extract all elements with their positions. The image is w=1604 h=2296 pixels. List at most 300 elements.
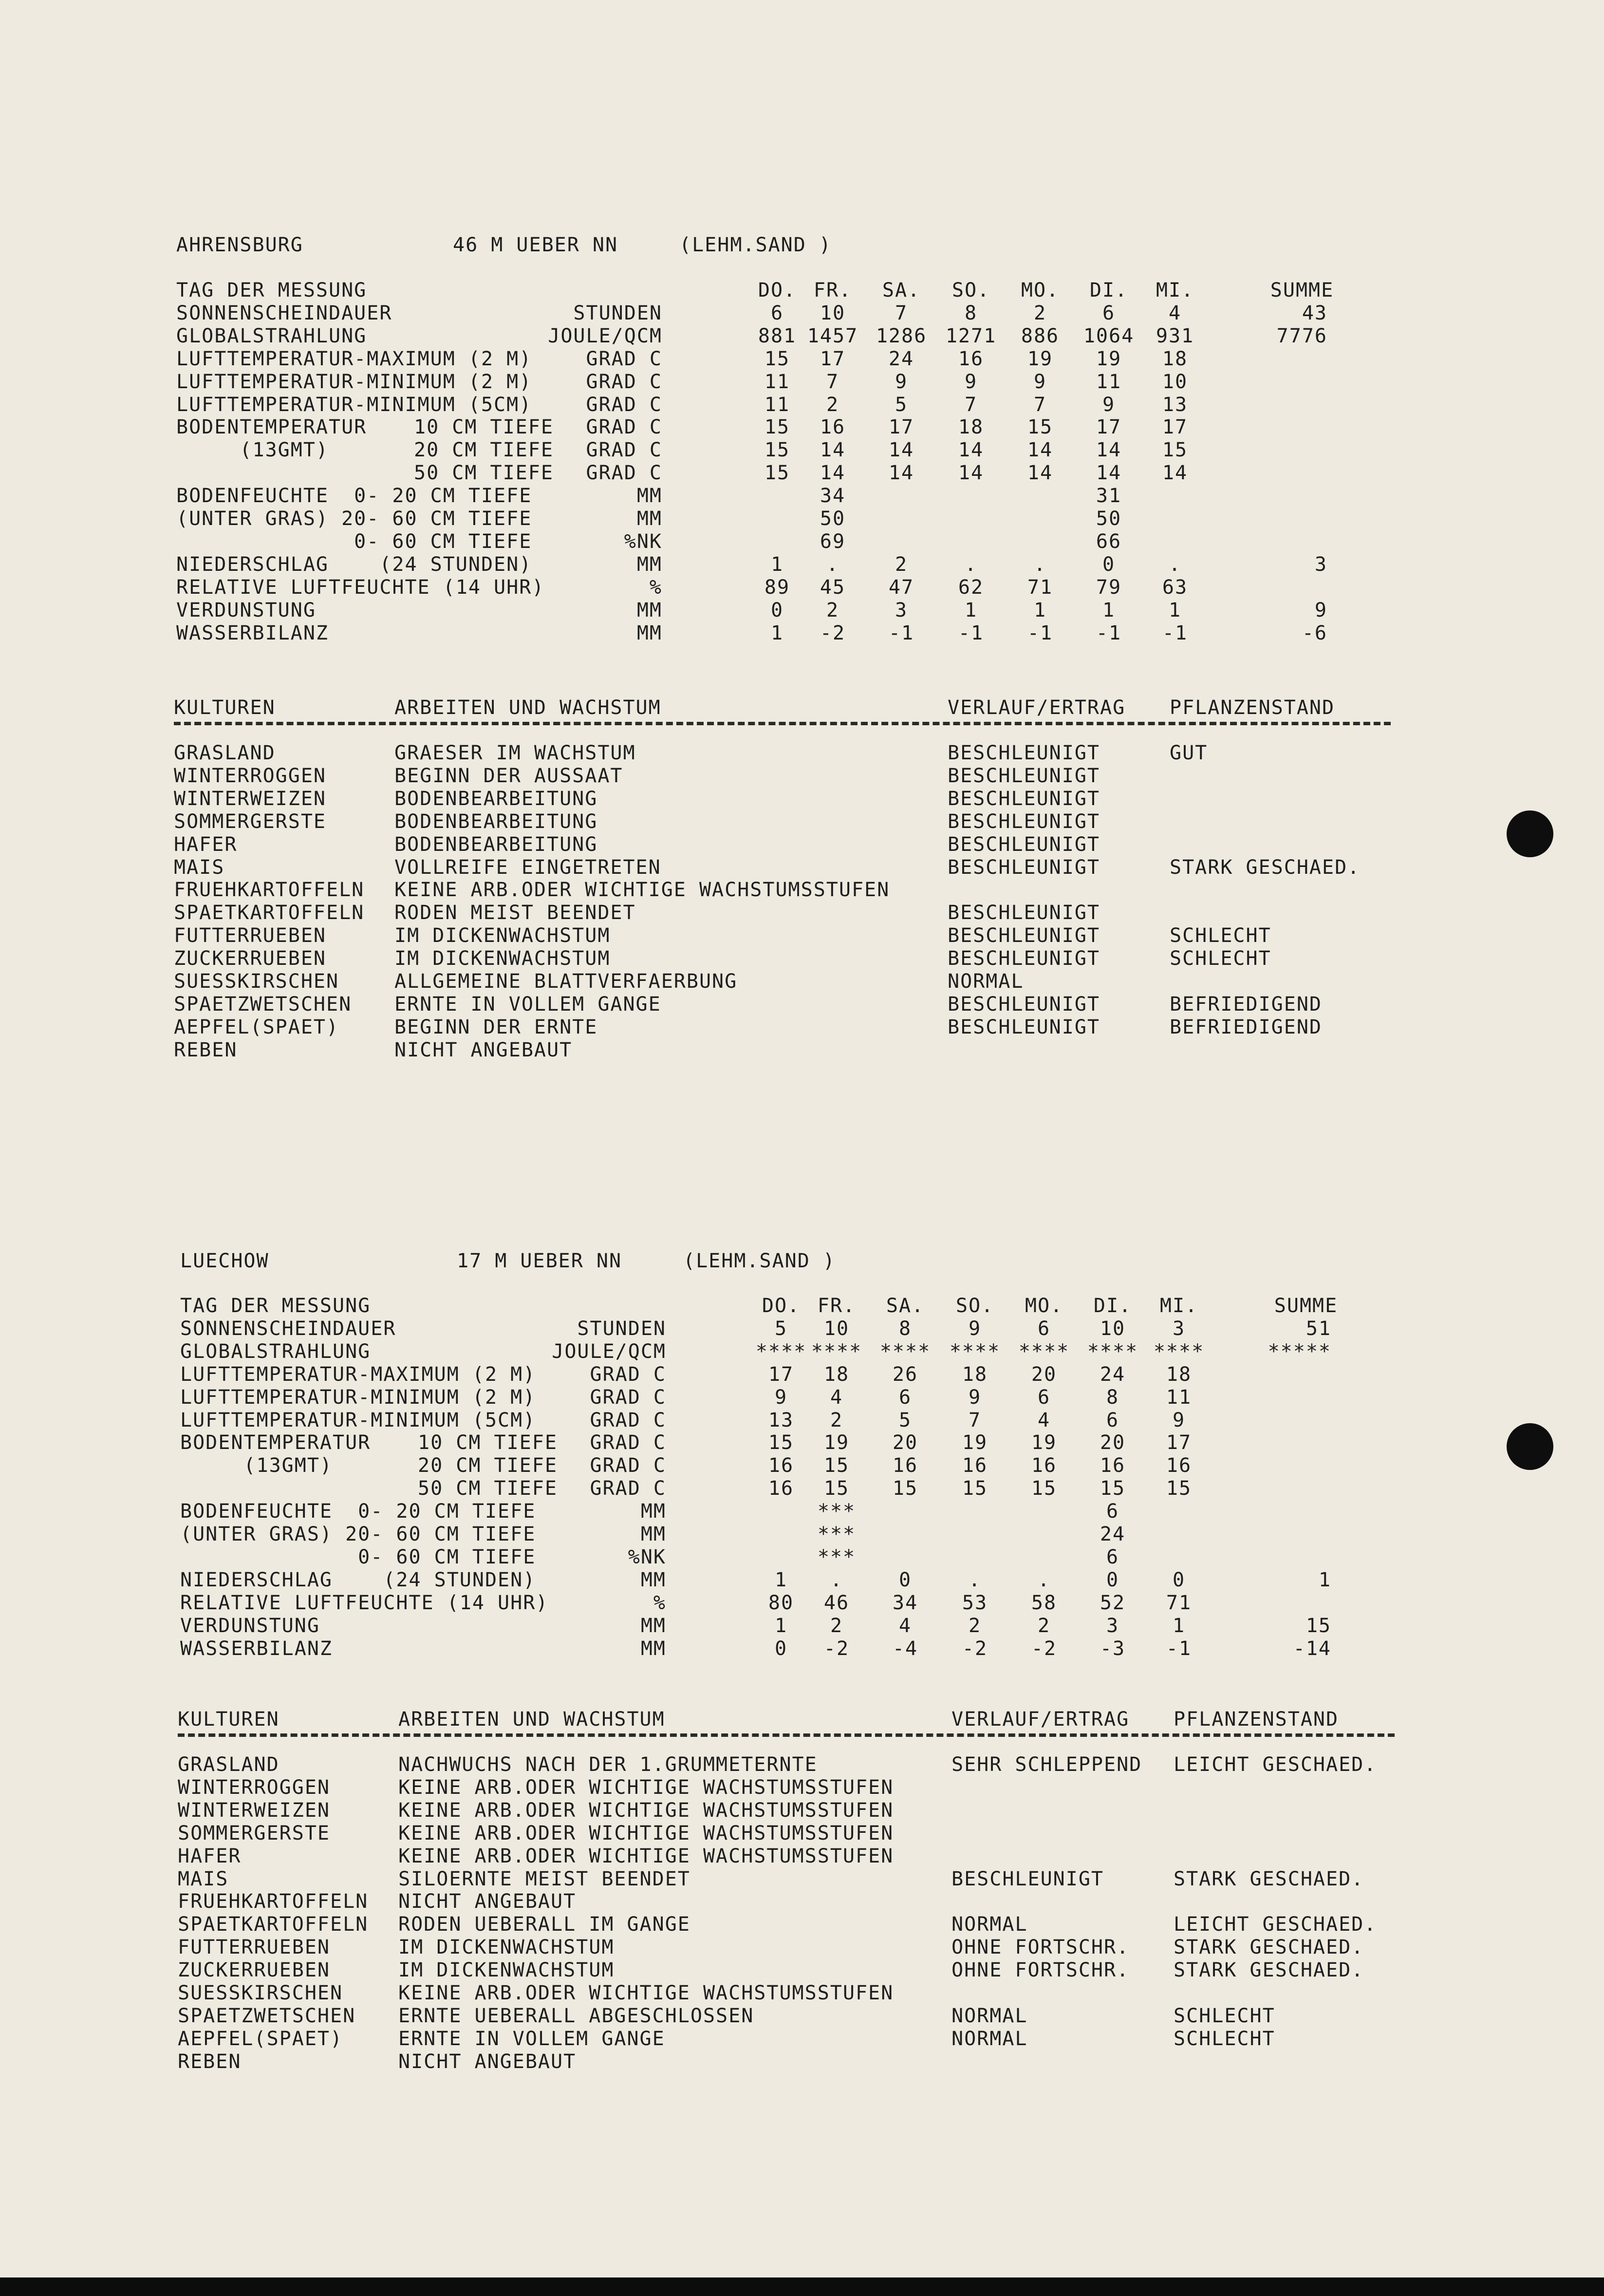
crop-activity: BODENBEARBEITUNG — [394, 787, 598, 810]
table-cell: 15 — [1162, 439, 1188, 462]
table-cell: . — [1168, 553, 1182, 576]
crop-progress: BESCHLEUNIGT — [948, 993, 1100, 1016]
crop-progress: NORMAL — [951, 2004, 1028, 2027]
table-cell: 4 — [830, 1386, 843, 1409]
crop-name: FRUEHKARTOFFELN — [174, 879, 365, 902]
crop-activity: BEGINN DER ERNTE — [394, 1016, 598, 1038]
row-unit: GRAD C — [586, 393, 662, 416]
table-cell: 3 — [895, 599, 908, 621]
crop-name: FRUEHKARTOFFELN — [178, 1890, 369, 1913]
table-cell: 4 — [898, 1614, 912, 1637]
crop-activity: NICHT ANGEBAUT — [398, 1890, 577, 1913]
station-soil: (LEHM.SAND ) — [679, 234, 832, 256]
day-header: MO. — [1021, 279, 1060, 301]
row-unit: GRAD C — [590, 1386, 666, 1409]
row-depth: 50 CM TIEFE — [418, 1477, 558, 1500]
table-cell: 1 — [774, 1614, 788, 1637]
table-cell: -2 — [820, 621, 846, 644]
table-cell: 16 — [962, 1454, 988, 1477]
table-cell: 46 — [823, 1591, 850, 1614]
table-cell: 17 — [1166, 1431, 1192, 1454]
table-cell: 9 — [1102, 393, 1116, 416]
table-cell: 14 — [888, 439, 914, 462]
table-cell: 19 — [1031, 1431, 1057, 1454]
crop-name: SPAETZWETSCHEN — [174, 993, 352, 1016]
row-label: 0- 60 CM TIEFE — [180, 1545, 536, 1568]
row-label: LUFTTEMPERATUR-MINIMUM (2 M) — [176, 370, 532, 393]
table-cell: . — [830, 1568, 843, 1591]
row-label: LUFTTEMPERATUR-MAXIMUM (2 M) — [180, 1363, 536, 1386]
crop-name: MAIS — [174, 856, 225, 879]
crop-progress: BESCHLEUNIGT — [948, 856, 1100, 879]
table-cell: -1 — [1096, 621, 1122, 644]
row-unit: GRAD C — [586, 462, 662, 485]
table-cell: 16 — [820, 416, 846, 439]
table-cell: 20 — [1100, 1431, 1126, 1454]
crops-header-verlauf: VERLAUF/ERTRAG — [951, 1708, 1130, 1731]
row-label: NIEDERSCHLAG (24 STUNDEN) — [180, 1568, 536, 1591]
table-cell: 15 — [1027, 416, 1053, 439]
table-cell: 15 — [764, 347, 790, 370]
sum-cell: 1 — [1318, 1568, 1331, 1591]
crop-progress: BESCHLEUNIGT — [948, 810, 1100, 833]
crop-progress: OHNE FORTSCHR. — [951, 1959, 1130, 1982]
table-cell: 3 — [1172, 1317, 1186, 1340]
table-cell: 1271 — [945, 324, 997, 347]
crop-progress: BESCHLEUNIGT — [948, 1016, 1100, 1038]
station-altitude: 46 M UEBER NN — [453, 234, 618, 256]
table-cell: 1 — [1168, 599, 1182, 621]
row-label: WASSERBILANZ — [180, 1637, 333, 1660]
row-unit: MM — [636, 553, 662, 576]
table-cell: 62 — [958, 576, 984, 599]
table-cell: 931 — [1156, 324, 1194, 347]
table-cell: 9 — [774, 1386, 788, 1409]
crop-name: SPAETZWETSCHEN — [178, 2004, 356, 2027]
table-cell: **** — [811, 1340, 862, 1363]
table-cell: 19 — [823, 1431, 850, 1454]
row-unit: MM — [640, 1568, 666, 1591]
table-cell: 4 — [1168, 301, 1182, 324]
crop-progress: BESCHLEUNIGT — [948, 924, 1100, 947]
row-unit: GRAD C — [590, 1409, 666, 1431]
crop-name: AEPFEL(SPAET) — [174, 1016, 339, 1038]
day-header: MI. — [1159, 1295, 1198, 1317]
station-soil: (LEHM.SAND ) — [683, 1250, 836, 1272]
sum-cell: 51 — [1306, 1317, 1331, 1340]
row-unit: GRAD C — [590, 1454, 666, 1477]
row-depth: 10 CM TIEFE — [414, 416, 554, 439]
table-cell: . — [1037, 1568, 1051, 1591]
table-cell: 15 — [768, 1431, 794, 1454]
sum-header: SUMME — [1274, 1295, 1338, 1317]
row-unit: STUNDEN — [577, 1317, 666, 1340]
scan-edge — [0, 2277, 1604, 2296]
table-cell: 31 — [1096, 485, 1122, 508]
crop-progress: NORMAL — [951, 1913, 1028, 1936]
sum-cell: -6 — [1302, 621, 1327, 644]
row-label: BODENTEMPERATUR — [180, 1431, 371, 1454]
row-unit: STUNDEN — [573, 301, 662, 324]
crop-name: SUESSKIRSCHEN — [178, 1982, 343, 2004]
table-cell: 16 — [958, 347, 984, 370]
table-cell: 20 — [1031, 1363, 1057, 1386]
table-cell: . — [826, 553, 839, 576]
table-cell: 69 — [820, 530, 846, 553]
table-cell: 11 — [1096, 370, 1122, 393]
table-cell: 6 — [1106, 1545, 1119, 1568]
table-cell: 63 — [1162, 576, 1188, 599]
crop-condition: BEFRIEDIGEND — [1170, 1016, 1322, 1038]
crop-activity: KEINE ARB.ODER WICHTIGE WACHSTUMSSTUFEN — [398, 1822, 894, 1844]
row-unit: GRAD C — [586, 416, 662, 439]
crop-name: MAIS — [178, 1867, 229, 1890]
table-cell: -3 — [1100, 1637, 1126, 1660]
table-cell: -1 — [888, 621, 914, 644]
table-cell: 7 — [968, 1409, 982, 1431]
table-cell: 14 — [1027, 462, 1053, 485]
table-cell: 9 — [968, 1386, 982, 1409]
table-cell: -4 — [892, 1637, 918, 1660]
day-header: SA. — [882, 279, 921, 301]
table-cell: 4 — [1037, 1409, 1051, 1431]
table-cell: 2 — [830, 1614, 843, 1637]
station-name: AHRENSBURG — [176, 234, 303, 256]
table-cell: 3 — [1106, 1614, 1119, 1637]
table-cell: 14 — [1027, 439, 1053, 462]
crops-header-pflanzenstand: PFLANZENSTAND — [1174, 1708, 1339, 1731]
table-cell: 47 — [888, 576, 914, 599]
crop-activity: NACHWUCHS NACH DER 1.GRUMMETERNTE — [398, 1753, 818, 1776]
table-cell: -2 — [1031, 1637, 1057, 1660]
crop-condition: BEFRIEDIGEND — [1170, 993, 1322, 1016]
row-unit: MM — [636, 599, 662, 621]
table-cell: 9 — [895, 370, 908, 393]
row-label: TAG DER MESSUNG — [180, 1295, 371, 1317]
table-cell: 1 — [774, 1568, 788, 1591]
table-cell: *** — [817, 1523, 856, 1545]
table-cell: 19 — [1096, 347, 1122, 370]
table-cell: 79 — [1096, 576, 1122, 599]
table-cell: 18 — [962, 1363, 988, 1386]
table-cell: 11 — [764, 370, 790, 393]
crop-activity: IM DICKENWACHSTUM — [398, 1959, 615, 1982]
table-cell: 50 — [1096, 508, 1122, 530]
table-cell: 20 — [892, 1431, 918, 1454]
sum-cell: 9 — [1314, 599, 1327, 621]
crop-condition: STARK GESCHAED. — [1170, 856, 1361, 879]
crops-header-pflanzenstand: PFLANZENSTAND — [1170, 696, 1335, 719]
row-label: BODENTEMPERATUR — [176, 416, 367, 439]
dashed-rule — [178, 1733, 1395, 1737]
table-cell: 9 — [1172, 1409, 1186, 1431]
row-unit: %NK — [624, 530, 662, 553]
table-cell: 2 — [968, 1614, 982, 1637]
table-cell: 6 — [1106, 1409, 1119, 1431]
crop-progress: BESCHLEUNIGT — [951, 1867, 1104, 1890]
table-cell: **** — [879, 1340, 931, 1363]
table-cell: 15 — [764, 416, 790, 439]
table-cell: **** — [1087, 1340, 1138, 1363]
table-cell: 6 — [898, 1386, 912, 1409]
day-header: SO. — [951, 279, 990, 301]
day-header: DO. — [762, 1295, 801, 1317]
crop-progress: BESCHLEUNIGT — [948, 764, 1100, 787]
table-cell: **** — [1018, 1340, 1070, 1363]
crop-activity: IM DICKENWACHSTUM — [394, 947, 611, 970]
table-cell: 2 — [1033, 301, 1047, 324]
row-depth: 50 CM TIEFE — [414, 462, 554, 485]
table-cell: 886 — [1021, 324, 1060, 347]
row-unit: MM — [640, 1500, 666, 1523]
table-cell: 66 — [1096, 530, 1122, 553]
table-cell: 14 — [820, 462, 846, 485]
table-cell: 71 — [1027, 576, 1053, 599]
table-cell: -1 — [958, 621, 984, 644]
crop-condition: STARK GESCHAED. — [1174, 1936, 1364, 1959]
table-cell: . — [968, 1568, 982, 1591]
table-cell: 89 — [764, 576, 790, 599]
crop-progress: BESCHLEUNIGT — [948, 833, 1100, 856]
table-cell: 2 — [895, 553, 908, 576]
row-unit: MM — [636, 485, 662, 508]
crop-condition: LEICHT GESCHAED. — [1174, 1753, 1377, 1776]
sum-cell: 43 — [1302, 301, 1327, 324]
table-cell: 10 — [1100, 1317, 1126, 1340]
crop-condition: LEICHT GESCHAED. — [1174, 1913, 1377, 1936]
table-cell: 6 — [1102, 301, 1116, 324]
crop-name: HAFER — [174, 833, 238, 856]
row-label: LUFTTEMPERATUR-MINIMUM (2 M) — [180, 1386, 536, 1409]
table-cell: -2 — [823, 1637, 850, 1660]
row-unit: MM — [640, 1523, 666, 1545]
crop-progress: SEHR SCHLEPPEND — [951, 1753, 1142, 1776]
table-cell: 16 — [1100, 1454, 1126, 1477]
table-cell: 16 — [1031, 1454, 1057, 1477]
row-unit: GRAD C — [590, 1477, 666, 1500]
crop-progress: BESCHLEUNIGT — [948, 742, 1100, 764]
table-cell: 14 — [1096, 462, 1122, 485]
crop-activity: VOLLREIFE EINGETRETEN — [394, 856, 661, 879]
crop-name: REBEN — [178, 2050, 242, 2073]
row-label: VERDUNSTUNG — [176, 599, 316, 621]
table-cell: 16 — [768, 1454, 794, 1477]
crop-activity: BEGINN DER AUSSAAT — [394, 764, 623, 787]
crop-name: FUTTERRUEBEN — [174, 924, 326, 947]
table-cell: 14 — [958, 439, 984, 462]
table-cell: 18 — [823, 1363, 850, 1386]
crop-activity: ERNTE IN VOLLEM GANGE — [398, 2027, 665, 2050]
row-depth: 20 CM TIEFE — [418, 1454, 558, 1477]
table-cell: 24 — [1100, 1523, 1126, 1545]
table-cell: 8 — [1106, 1386, 1119, 1409]
table-cell: -1 — [1027, 621, 1053, 644]
row-label: WASSERBILANZ — [176, 621, 329, 644]
crop-activity: NICHT ANGEBAUT — [398, 2050, 577, 2073]
table-cell: 1 — [1102, 599, 1116, 621]
table-cell: 19 — [1027, 347, 1053, 370]
crop-condition: SCHLECHT — [1174, 2027, 1275, 2050]
table-cell: 15 — [764, 439, 790, 462]
crop-name: SPAETKARTOFFELN — [174, 902, 365, 924]
table-cell: 11 — [764, 393, 790, 416]
row-unit: GRAD C — [590, 1363, 666, 1386]
table-cell: 10 — [823, 1317, 850, 1340]
row-label: VERDUNSTUNG — [180, 1614, 320, 1637]
table-cell: 18 — [1162, 347, 1188, 370]
crop-progress: NORMAL — [948, 970, 1024, 993]
crop-condition: STARK GESCHAED. — [1174, 1959, 1364, 1982]
crop-name: HAFER — [178, 1844, 242, 1867]
row-unit: MM — [636, 621, 662, 644]
table-cell: 45 — [820, 576, 846, 599]
row-label: (UNTER GRAS) 20- 60 CM TIEFE — [180, 1523, 536, 1545]
crop-activity: ERNTE IN VOLLEM GANGE — [394, 993, 661, 1016]
crop-activity: IM DICKENWACHSTUM — [394, 924, 611, 947]
table-cell: 6 — [770, 301, 784, 324]
table-cell: 14 — [958, 462, 984, 485]
crop-name: GRASLAND — [178, 1753, 280, 1776]
table-cell: 6 — [1037, 1317, 1051, 1340]
sum-header: SUMME — [1270, 279, 1334, 301]
table-cell: 34 — [820, 485, 846, 508]
row-label: SONNENSCHEINDAUER — [180, 1317, 396, 1340]
table-cell: -2 — [962, 1637, 988, 1660]
crop-name: ZUCKERRUEBEN — [178, 1959, 330, 1982]
table-cell: 8 — [898, 1317, 912, 1340]
row-label: BODENFEUCHTE 0- 20 CM TIEFE — [176, 485, 532, 508]
table-cell: . — [1033, 553, 1047, 576]
table-cell: *** — [817, 1500, 856, 1523]
table-cell: 1064 — [1083, 324, 1135, 347]
crop-progress: NORMAL — [951, 2027, 1028, 2050]
table-cell: 17 — [1096, 416, 1122, 439]
crop-name: WINTERROGGEN — [178, 1776, 330, 1799]
table-cell: 80 — [768, 1591, 794, 1614]
day-header: SO. — [955, 1295, 994, 1317]
crops-header-arbeiten: ARBEITEN UND WACHSTUM — [398, 1708, 665, 1731]
table-cell: 9 — [968, 1317, 982, 1340]
crop-activity: KEINE ARB.ODER WICHTIGE WACHSTUMSSTUFEN — [398, 1982, 894, 2004]
row-label: (UNTER GRAS) 20- 60 CM TIEFE — [176, 508, 532, 530]
crop-condition: SCHLECHT — [1174, 2004, 1275, 2027]
table-cell: 5 — [895, 393, 908, 416]
crop-activity: GRAESER IM WACHSTUM — [394, 742, 636, 764]
table-cell: 0 — [774, 1637, 788, 1660]
table-cell: 9 — [964, 370, 978, 393]
table-cell: 17 — [768, 1363, 794, 1386]
crop-activity: ERNTE UEBERALL ABGESCHLOSSEN — [398, 2004, 754, 2027]
day-header: FR. — [813, 279, 852, 301]
crop-condition: SCHLECHT — [1170, 924, 1271, 947]
row-unit: GRAD C — [586, 370, 662, 393]
row-unit: GRAD C — [590, 1431, 666, 1454]
table-cell: 50 — [820, 508, 846, 530]
table-cell: 17 — [1162, 416, 1188, 439]
crop-name: GRASLAND — [174, 742, 276, 764]
crops-header-kulturen: KULTUREN — [178, 1708, 280, 1731]
crop-condition: SCHLECHT — [1170, 947, 1271, 970]
table-cell: 1286 — [876, 324, 927, 347]
row-label: (13GMT) — [180, 1454, 333, 1477]
table-cell: 16 — [1166, 1454, 1192, 1477]
table-cell: 13 — [768, 1409, 794, 1431]
table-cell: 2 — [826, 599, 839, 621]
table-cell: 1457 — [807, 324, 858, 347]
row-unit: %NK — [628, 1545, 666, 1568]
sum-cell: ***** — [1268, 1340, 1331, 1363]
table-cell: 71 — [1166, 1591, 1192, 1614]
crop-name: WINTERWEIZEN — [178, 1799, 330, 1822]
table-cell: 1 — [770, 621, 784, 644]
day-header: DI. — [1089, 279, 1128, 301]
table-cell: 14 — [820, 439, 846, 462]
row-unit: MM — [640, 1614, 666, 1637]
table-cell: 0 — [1102, 553, 1116, 576]
row-unit: MM — [636, 508, 662, 530]
table-cell: -1 — [1162, 621, 1188, 644]
dashed-rule — [174, 722, 1391, 725]
station-altitude: 17 M UEBER NN — [457, 1250, 622, 1272]
row-unit: MM — [640, 1637, 666, 1660]
day-header: DO. — [758, 279, 797, 301]
row-unit: GRAD C — [586, 347, 662, 370]
table-cell: 6 — [1037, 1386, 1051, 1409]
day-header: DI. — [1093, 1295, 1132, 1317]
row-unit: % — [653, 1591, 666, 1614]
row-label: 0- 60 CM TIEFE — [176, 530, 532, 553]
day-header: MO. — [1025, 1295, 1063, 1317]
table-cell: 1 — [770, 553, 784, 576]
crop-name: SOMMERGERSTE — [174, 810, 326, 833]
table-cell: 5 — [774, 1317, 788, 1340]
table-cell: 53 — [962, 1591, 988, 1614]
row-label: SONNENSCHEINDAUER — [176, 301, 392, 324]
row-unit: JOULE/QCM — [552, 1340, 666, 1363]
crop-activity: KEINE ARB.ODER WICHTIGE WACHSTUMSSTUFEN — [398, 1799, 894, 1822]
row-label: GLOBALSTRAHLUNG — [176, 324, 367, 347]
table-cell: 7 — [895, 301, 908, 324]
crop-name: AEPFEL(SPAET) — [178, 2027, 343, 2050]
crop-name: WINTERWEIZEN — [174, 787, 326, 810]
crop-activity: RODEN UEBERALL IM GANGE — [398, 1913, 690, 1936]
sum-cell: 7776 — [1276, 324, 1327, 347]
table-cell: 1 — [1172, 1614, 1186, 1637]
day-header: SA. — [886, 1295, 925, 1317]
table-cell: 7 — [964, 393, 978, 416]
crop-name: REBEN — [174, 1038, 238, 1061]
table-cell: 1 — [964, 599, 978, 621]
row-label: LUFTTEMPERATUR-MAXIMUM (2 M) — [176, 347, 532, 370]
sum-cell: 3 — [1314, 553, 1327, 576]
row-depth: 20 CM TIEFE — [414, 439, 554, 462]
crop-condition: STARK GESCHAED. — [1174, 1867, 1364, 1890]
row-label: LUFTTEMPERATUR-MINIMUM (5CM) — [176, 393, 532, 416]
table-cell: 2 — [826, 393, 839, 416]
row-label: LUFTTEMPERATUR-MINIMUM (5CM) — [180, 1409, 536, 1431]
crop-name: SUESSKIRSCHEN — [174, 970, 339, 993]
table-cell: 34 — [892, 1591, 918, 1614]
table-cell: 15 — [962, 1477, 988, 1500]
crop-activity: IM DICKENWACHSTUM — [398, 1936, 615, 1959]
row-label: (13GMT) — [176, 439, 329, 462]
table-cell: 14 — [1096, 439, 1122, 462]
table-cell: 16 — [892, 1454, 918, 1477]
table-cell: 2 — [1037, 1614, 1051, 1637]
table-cell: 15 — [1166, 1477, 1192, 1500]
table-cell: 2 — [830, 1409, 843, 1431]
table-cell: 24 — [888, 347, 914, 370]
